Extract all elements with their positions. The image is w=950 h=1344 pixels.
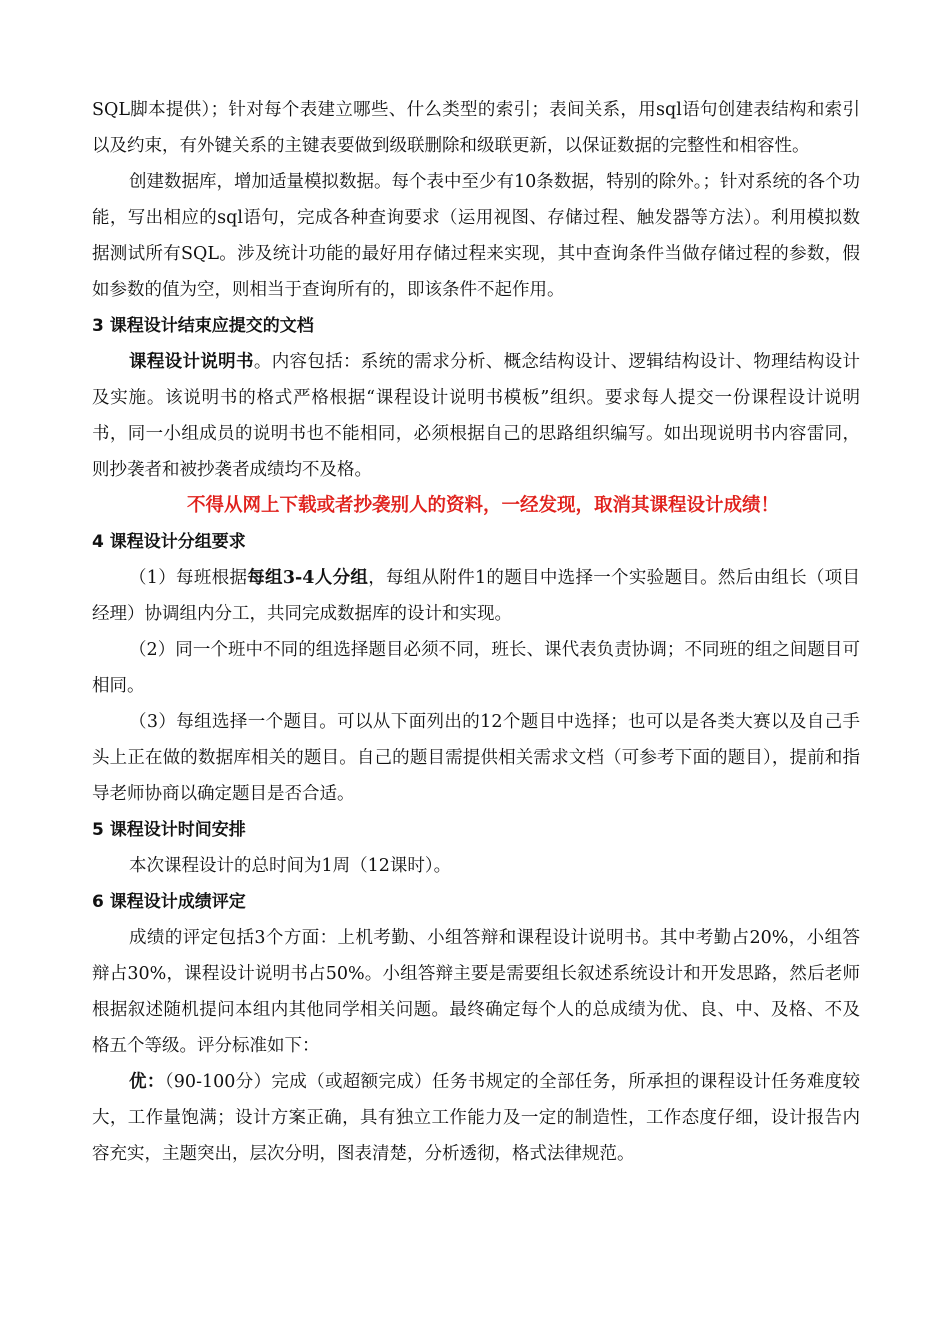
paragraph-grading: 成绩的评定包括3个方面：上机考勤、小组答辩和课程设计说明书。其中考勤占20%，小组答辩占30%，课程设计说明书占50%。小组答辩主要是需要组长叙述系统设计和开发思路，然后老师根据叙述随机提问本组内其他同学相关问题。最终确定每个人的总成绩为优、良、中、及格、不及格五个等级。评分标准如下： (92, 928, 860, 1056)
paragraph-grouping-3: （3）每组选择一个题目。可以从下面列出的12个题目中选择；也可以是各类大赛以及自己手头上正在做的数据库相关的题目。自己的题目需提供相关需求文档（可参考下面的题目），提前和指导老师协商以确定题目是否合适。 (92, 712, 860, 804)
paragraph-sql-indexes: SQL脚本提供）；针对每个表建立哪些、什么类型的索引；表间关系，用sql语句创建表结构和索引以及约束，有外键关系的主键表要做到级联删除和级联更新，以保证数据的完整性和相容性。 (92, 100, 860, 156)
heading-section-3: 3 课程设计结束应提交的文档 (92, 316, 314, 336)
paragraph-grouping-2: （2）同一个班中不同的组选择题目必须不同，班长、课代表负责协调；不同班的组之间题目可相同。 (92, 640, 860, 696)
grouping-1-prefix: （1）每班根据 (129, 568, 248, 588)
excellent-criteria-text: （90-100分）完成（或超额完成）任务书规定的全部任务，所承担的课程设计任务难度较大，工作量饱满；设计方案正确，具有独立工作能力及一定的制造性，工作态度仔细，设计报告内容充实，主题突出，层次分明，图表清楚，分析透彻，格式法律规范。 (92, 1072, 860, 1164)
paragraph-schedule: 本次课程设计的总时间为1周（12课时）。 (129, 856, 452, 876)
heading-section-5: 5 课程设计时间安排 (92, 820, 246, 840)
paragraph-documents-text: 。内容包括：系统的需求分析、概念结构设计、逻辑结构设计、物理结构设计及实施。该说明书的格式严格根据“课程设计说明书模板”组织。要求每人提交一份课程设计说明书，同一小组成员的说明书也不能相同，必须根据自己的思路组织编写。如出现说明书内容雷同，则抄袭者和被抄袭者成绩均不及格。 (92, 352, 861, 480)
paragraph-create-database: 创建数据库，增加适量模拟数据。每个表中至少有10条数据，特别的除外。；针对系统的各个功能，写出相应的sql语句，完成各种查询要求（运用视图、存储过程、触发器等方法）。利用模拟数据测试所有SQL。涉及统计功能的最好用存储过程来实现，其中查询条件当做存储过程的参数，假如参数的值为空，则相当于查询所有的，即该条件不起作用。 (92, 172, 861, 300)
paragraph-grouping-1 (92, 560, 860, 632)
paragraph-excellent-criteria (92, 1064, 860, 1172)
bold-phrase-group-size: 每组3-4人分组 (247, 568, 369, 588)
warning-notice: 不得从网上下载或者抄袭别人的资料，一经发现，取消其课程设计成绩！ (186, 495, 779, 516)
grouping-1-suffix: ，每组从附件1的题目中选择一个实验题目。然后由组长（项目经理）协调组内分工，共同完成数据库的设计和实现。 (92, 568, 860, 624)
paragraph-documents (92, 344, 860, 488)
bold-phrase-design-manual: 课程设计说明书 (129, 352, 254, 372)
heading-section-4: 4 课程设计分组要求 (92, 532, 246, 552)
document-page (92, 92, 860, 1172)
heading-section-6: 6 课程设计成绩评定 (92, 892, 246, 912)
bold-label-excellent: 优： (129, 1072, 165, 1092)
